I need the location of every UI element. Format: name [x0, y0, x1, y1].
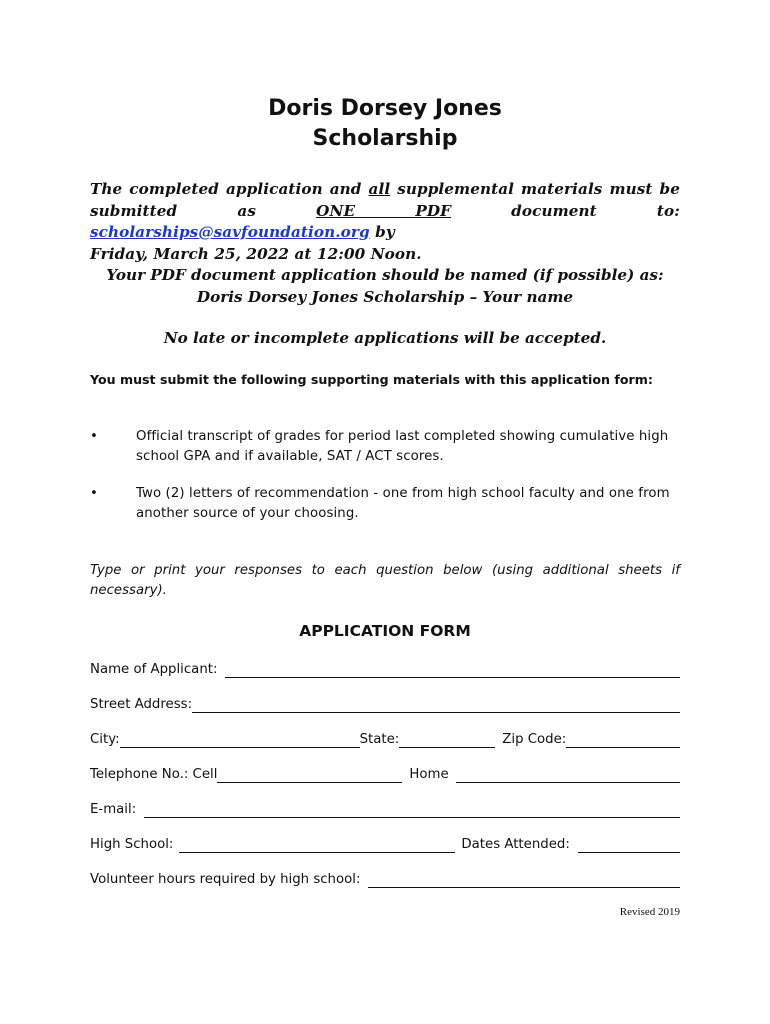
dates-attended-field[interactable] — [578, 837, 680, 853]
high-school-field[interactable] — [179, 837, 455, 853]
intro-text-3: document to: — [451, 201, 680, 220]
document-title — [90, 94, 680, 154]
volunteer-hours-field[interactable] — [368, 872, 680, 888]
email-row — [90, 800, 680, 820]
home-phone-field[interactable] — [456, 767, 680, 783]
intro-one-pdf-emphasis: ONE PDF — [316, 201, 451, 220]
supporting-materials-list — [90, 427, 680, 541]
bullet-icon: • — [90, 429, 98, 444]
zip-label: Zip Code: — [502, 732, 567, 747]
cell-phone-field[interactable] — [217, 767, 402, 783]
city-row — [90, 730, 680, 750]
city-field[interactable] — [120, 732, 360, 748]
volunteer-row — [90, 870, 680, 890]
file-naming-instructions — [90, 265, 680, 308]
application-form-title: APPLICATION FORM — [299, 622, 471, 640]
home-label: Home — [409, 767, 449, 782]
name-row — [90, 660, 680, 680]
intro-all-emphasis: all — [368, 180, 391, 198]
street-row — [90, 695, 680, 715]
intro-text-2: supplemental materials must be submitted as — [90, 180, 680, 220]
name-field[interactable] — [225, 662, 680, 678]
naming-line-2: Doris Dorsey Jones Scholarship – Your name — [196, 287, 574, 306]
list-item-text: Official transcript of grades for period last completed showing cumulative high school GPA and if available, SAT / ACT scores. — [136, 429, 669, 464]
zip-field[interactable] — [566, 732, 680, 748]
intro-text-4: by — [369, 223, 395, 241]
volunteer-label: Volunteer hours required by high school: — [90, 872, 361, 887]
telephone-row — [90, 765, 680, 785]
state-field[interactable] — [399, 732, 495, 748]
high-school-row — [90, 835, 680, 855]
email-label: E-mail: — [90, 802, 137, 817]
dates-attended-label: Dates Attended: — [461, 837, 570, 852]
late-notice: No late or incomplete applications will be accepted. — [163, 329, 607, 347]
naming-line-1: Your PDF document application should be named (if possible) as: — [106, 266, 664, 284]
list-item-text: Two (2) letters of recommendation - one from high school faculty and one from another source of your choosing. — [136, 486, 670, 521]
email-link[interactable]: scholarships@savfoundation.org — [90, 223, 370, 241]
street-field[interactable] — [192, 697, 680, 713]
revision-note: Revised 2019 — [619, 906, 680, 918]
telephone-label: Telephone No.: Cell — [90, 767, 218, 782]
list-item — [90, 484, 680, 524]
submission-instructions — [90, 179, 680, 265]
city-label: City: — [90, 732, 120, 747]
deadline-text: Friday, March 25, 2022 at 12:00 Noon. — [90, 244, 422, 263]
supporting-materials-heading: You must submit the following supporting materials with this application form: — [90, 372, 653, 387]
state-label: State: — [359, 732, 400, 747]
title-line-2: Scholarship — [312, 126, 458, 151]
intro-text-1: The completed application and — [90, 180, 369, 198]
high-school-label: High School: — [90, 837, 174, 852]
list-item — [90, 427, 680, 467]
bullet-icon: • — [90, 486, 98, 501]
title-line-1: Doris Dorsey Jones — [268, 96, 502, 121]
response-instructions: Type or print your responses to each question below (using additional sheets if necessary). — [90, 563, 680, 598]
name-label: Name of Applicant: — [90, 662, 218, 677]
street-label: Street Address: — [90, 697, 193, 712]
email-field[interactable] — [144, 802, 680, 818]
